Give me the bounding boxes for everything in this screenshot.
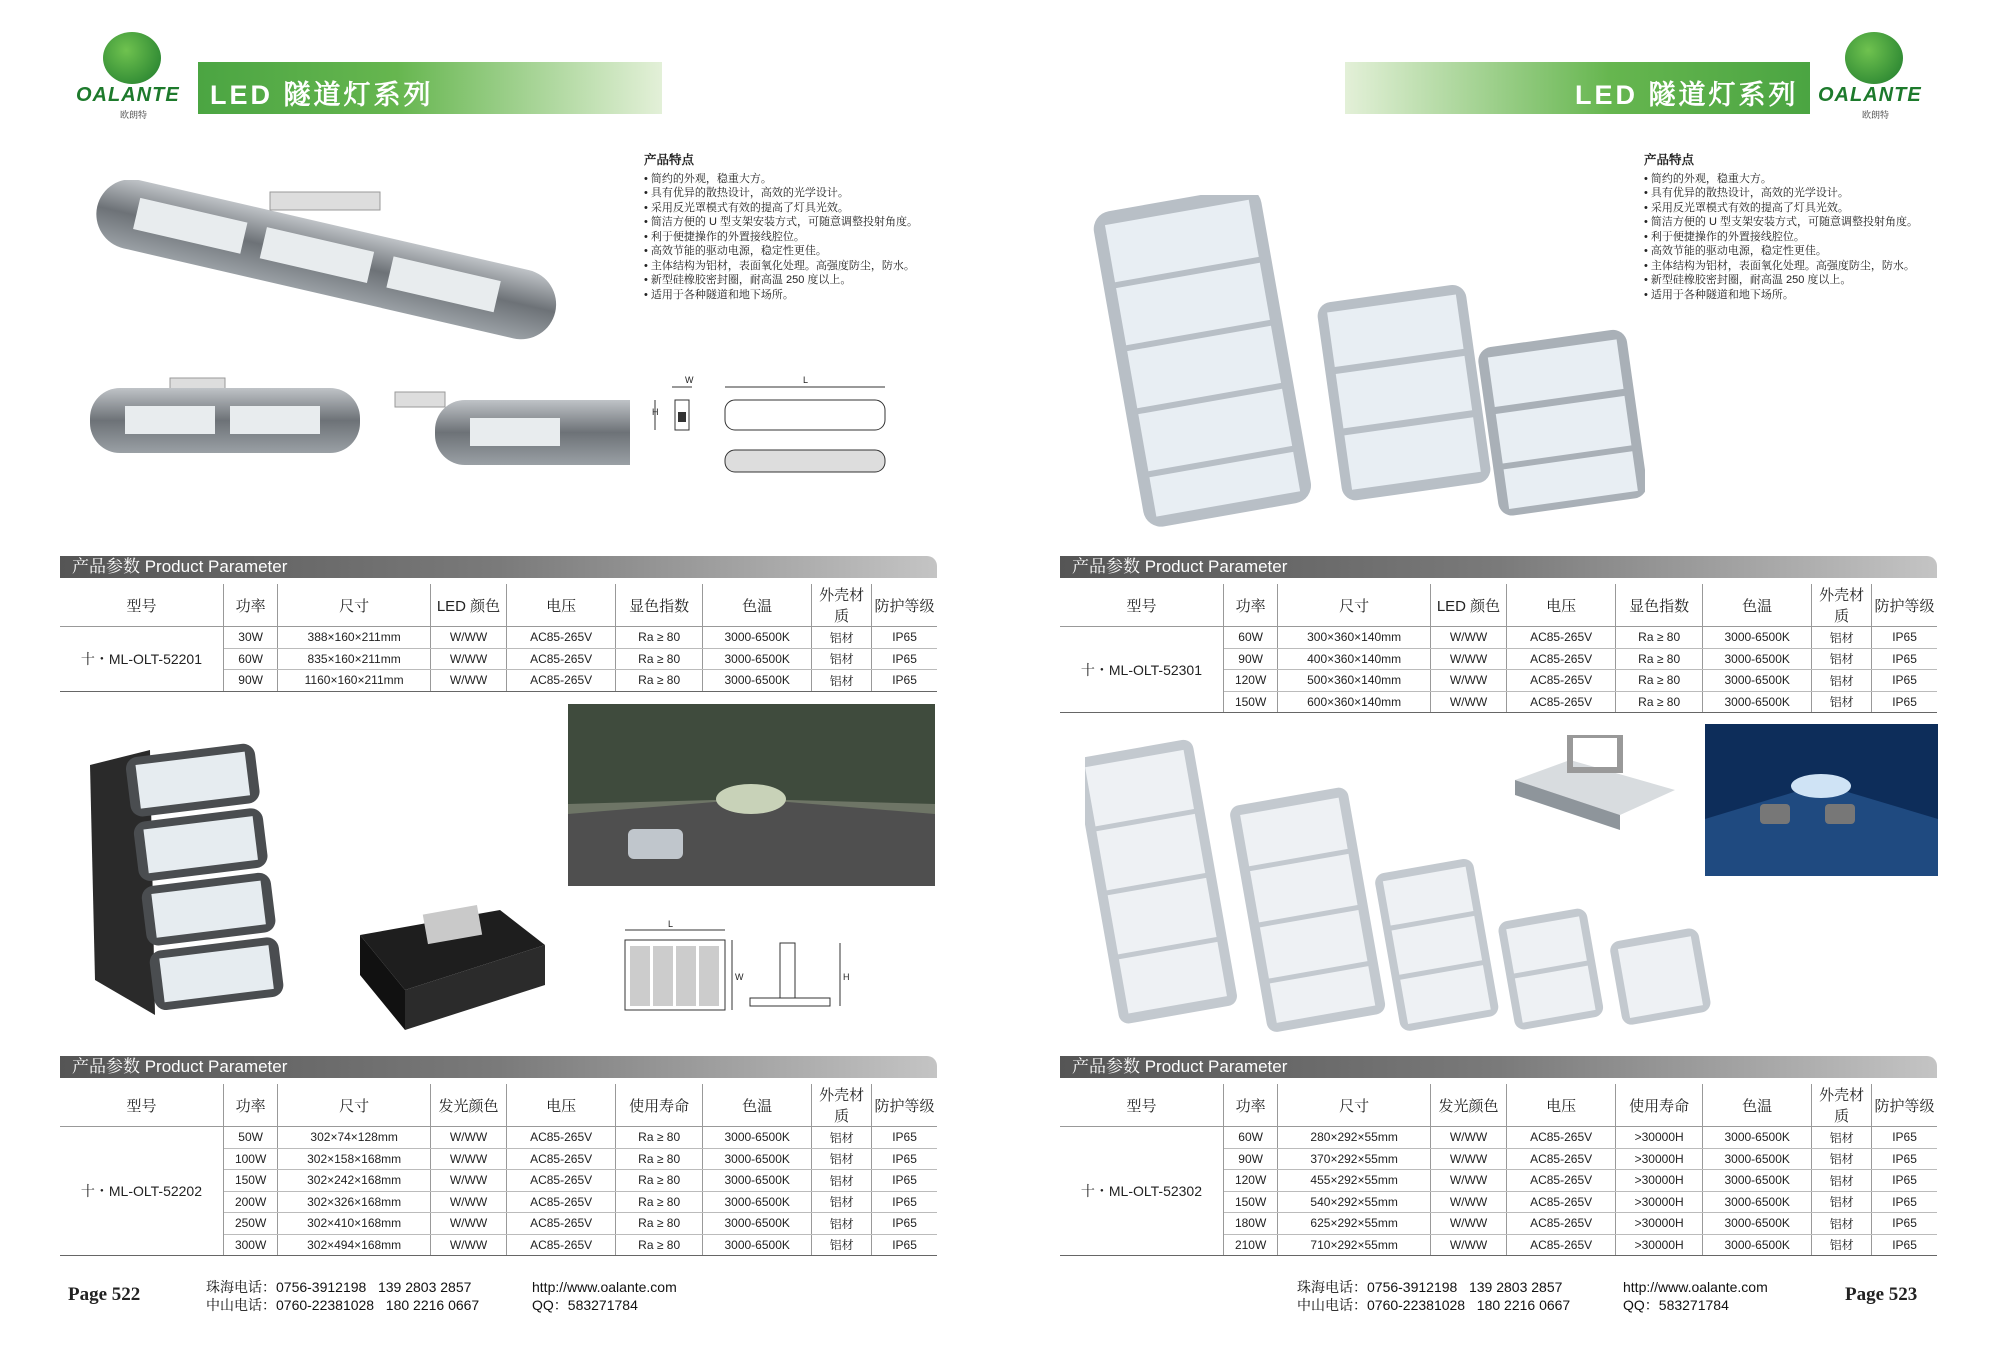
table-header: 功率 <box>223 584 277 627</box>
dim-l: L <box>803 375 809 385</box>
zs-phone: 0760-22381028 <box>1367 1297 1466 1313</box>
feature-item: • 高效节能的驱动电源，稳定性更佳。 <box>1644 244 1918 259</box>
table-cell: 3000-6500K <box>703 1191 812 1213</box>
table-header: 功率 <box>223 1084 277 1127</box>
page-title: LED 隧道灯系列 <box>210 80 434 110</box>
table-cell: 180W <box>1223 1213 1277 1235</box>
table-cell: Ra ≥ 80 <box>616 1170 703 1192</box>
brand-logo <box>68 32 198 122</box>
table-header: 外壳材质 <box>1812 1084 1872 1127</box>
tunnel-light-photo-right <box>1085 195 1645 530</box>
table-cell: 铝材 <box>812 670 872 692</box>
zh-mobile: 139 2803 2857 <box>1468 1279 1563 1295</box>
qq-number: QQ：583271784 <box>1623 1297 1729 1313</box>
table-cell: 3000-6500K <box>703 1127 812 1149</box>
table-cell: 300×360×140mm <box>1278 627 1431 649</box>
table-header: 尺寸 <box>1278 584 1431 627</box>
table-cell: W/WW <box>1430 1127 1506 1149</box>
brand-logo-right <box>1810 32 1940 122</box>
table-cell: 540×292×55mm <box>1278 1191 1431 1213</box>
table-cell: AC85-265V <box>1507 691 1616 713</box>
spec-table-52202 <box>60 1084 937 1256</box>
table-cell: AC85-265V <box>507 1191 616 1213</box>
table-header: LED 颜色 <box>430 584 506 627</box>
table-cell: >30000H <box>1616 1234 1703 1256</box>
table-cell: IP65 <box>1872 691 1937 713</box>
table-cell: AC85-265V <box>1507 1213 1616 1235</box>
table-row <box>60 1127 937 1149</box>
table-cell: IP65 <box>1872 648 1937 670</box>
table-row <box>60 627 937 649</box>
logo-brand-cn: 欧朗特 <box>1862 110 1890 120</box>
table-cell: 3000-6500K <box>1703 1191 1812 1213</box>
table-cell: 铝材 <box>1812 1234 1872 1256</box>
table-cell: AC85-265V <box>507 648 616 670</box>
table-cell: 铝材 <box>1812 670 1872 692</box>
table-cell: W/WW <box>430 1170 506 1192</box>
table-cell: 铝材 <box>1812 627 1872 649</box>
table-cell: IP65 <box>872 1148 937 1170</box>
table-cell: IP65 <box>872 670 937 692</box>
table-cell: AC85-265V <box>1507 670 1616 692</box>
table-header: 功率 <box>1223 584 1277 627</box>
table-cell: W/WW <box>430 1148 506 1170</box>
table-cell: AC85-265V <box>1507 1127 1616 1149</box>
model-cell: 十・ML-OLT-52302 <box>1060 1127 1223 1256</box>
table-cell: 铝材 <box>812 1191 872 1213</box>
dim-w-2: W <box>735 972 744 982</box>
features-block <box>644 153 918 302</box>
table-cell: IP65 <box>1872 1213 1937 1235</box>
feature-item: • 具有优异的散热设计，高效的光学设计。 <box>1644 186 1918 201</box>
table-cell: Ra ≥ 80 <box>616 1148 703 1170</box>
zh-phone: 0756-3912198 <box>1367 1279 1458 1295</box>
table-header: 尺寸 <box>278 584 431 627</box>
table-cell: AC85-265V <box>507 670 616 692</box>
spec-table-52302 <box>1060 1084 1937 1256</box>
table-cell: 铝材 <box>812 627 872 649</box>
table-cell: 302×158×168mm <box>278 1148 431 1170</box>
table-cell: 3000-6500K <box>703 648 812 670</box>
table-cell: 302×410×168mm <box>278 1213 431 1235</box>
table-cell: 30W <box>223 627 277 649</box>
table-cell: 铝材 <box>1812 1213 1872 1235</box>
table-cell: 60W <box>223 648 277 670</box>
table-cell: 铝材 <box>1812 648 1872 670</box>
zs-mobile: 180 2216 0667 <box>385 1297 480 1313</box>
spec-table-52301 <box>1060 584 1937 713</box>
table-header: 发光颜色 <box>1430 1084 1506 1127</box>
table-header: 外壳材质 <box>812 1084 872 1127</box>
feature-item: • 适用于各种隧道和地下场所。 <box>1644 288 1918 303</box>
table-cell: 铝材 <box>1812 691 1872 713</box>
flood-light-photo <box>80 730 310 1020</box>
table-header: LED 颜色 <box>1430 584 1506 627</box>
table-header: 色温 <box>1703 584 1812 627</box>
table-cell: AC85-265V <box>1507 1191 1616 1213</box>
table-header: 防护等级 <box>1872 584 1937 627</box>
table-header: 使用寿命 <box>1616 1084 1703 1127</box>
table-cell: IP65 <box>1872 1127 1937 1149</box>
model-cell: 十・ML-OLT-52202 <box>60 1127 223 1256</box>
dim-h-2: H <box>843 972 850 982</box>
table-cell: 210W <box>1223 1234 1277 1256</box>
table-header: 型号 <box>60 584 223 627</box>
zh-label: 珠海电话： <box>206 1279 276 1295</box>
table-cell: W/WW <box>1430 1234 1506 1256</box>
table-cell: Ra ≥ 80 <box>616 1127 703 1149</box>
feature-item: • 采用反光罩模式有效的提高了灯具光效。 <box>1644 201 1918 216</box>
features-block-right <box>1644 153 1918 302</box>
logo-brand: OALANTE <box>1818 84 1922 106</box>
table-header: 电压 <box>1507 1084 1616 1127</box>
table-header: 发光颜色 <box>430 1084 506 1127</box>
table-header: 外壳材质 <box>1812 584 1872 627</box>
feature-item: • 高效节能的驱动电源，稳定性更佳。 <box>644 244 918 259</box>
table-header: 型号 <box>1060 1084 1223 1127</box>
table-cell: IP65 <box>1872 1234 1937 1256</box>
zh-label: 珠海电话： <box>1297 1279 1367 1295</box>
table-header: 型号 <box>60 1084 223 1127</box>
table-header: 色温 <box>703 584 812 627</box>
table-cell: AC85-265V <box>1507 648 1616 670</box>
table-cell: AC85-265V <box>507 627 616 649</box>
table-cell: 250W <box>223 1213 277 1235</box>
table-cell: IP65 <box>872 648 937 670</box>
page-title-right: LED 隧道灯系列 <box>1575 80 1799 110</box>
table-cell: 710×292×55mm <box>1278 1234 1431 1256</box>
table-cell: AC85-265V <box>1507 1234 1616 1256</box>
param-title: 产品参数 Product Parameter <box>60 556 937 578</box>
table-cell: 3000-6500K <box>703 670 812 692</box>
page-number-left: Page 522 <box>68 1284 141 1305</box>
table-cell: 铝材 <box>812 1148 872 1170</box>
model-cell: 十・ML-OLT-52301 <box>1060 627 1223 713</box>
zs-label: 中山电话： <box>1297 1297 1367 1313</box>
table-cell: 60W <box>1223 627 1277 649</box>
table-cell: IP65 <box>1872 1170 1937 1192</box>
table-cell: IP65 <box>872 1170 937 1192</box>
logo-circle-icon <box>103 32 161 84</box>
table-cell: 302×242×168mm <box>278 1170 431 1192</box>
table-header: 电压 <box>1507 584 1616 627</box>
table-cell: Ra ≥ 80 <box>616 1213 703 1235</box>
table-header: 显色指数 <box>1616 584 1703 627</box>
table-cell: W/WW <box>1430 1148 1506 1170</box>
table-cell: AC85-265V <box>507 1127 616 1149</box>
table-cell: 60W <box>1223 1127 1277 1149</box>
table-row <box>1060 627 1937 649</box>
website-link[interactable]: http://www.oalante.com <box>1623 1279 1768 1295</box>
feature-item: • 简洁方便的 U 型支架安装方式，可随意调整投射角度。 <box>1644 215 1918 230</box>
table-cell: 600×360×140mm <box>1278 691 1431 713</box>
table-cell: IP65 <box>872 1191 937 1213</box>
table-cell: W/WW <box>1430 1170 1506 1192</box>
table-cell: 302×74×128mm <box>278 1127 431 1149</box>
table-cell: IP65 <box>872 1127 937 1149</box>
table-cell: W/WW <box>1430 1191 1506 1213</box>
table-cell: 90W <box>1223 648 1277 670</box>
table-cell: W/WW <box>1430 670 1506 692</box>
footer-web-right <box>1623 1278 1768 1314</box>
model-cell: 十・ML-OLT-52201 <box>60 627 223 692</box>
flood-light-side-photo <box>1510 735 1680 830</box>
table-cell: Ra ≥ 80 <box>616 670 703 692</box>
table-cell: 铝材 <box>1812 1191 1872 1213</box>
param-title-2: 产品参数 Product Parameter <box>60 1056 937 1078</box>
feature-item: • 采用反光罩模式有效的提高了灯具光效。 <box>644 201 918 216</box>
table-cell: 3000-6500K <box>703 627 812 649</box>
table-cell: 1160×160×211mm <box>278 670 431 692</box>
feature-item: • 适用于各种隧道和地下场所。 <box>644 288 918 303</box>
table-cell: 3000-6500K <box>1703 1170 1812 1192</box>
logo-brand-cn: 欧朗特 <box>120 110 148 120</box>
table-cell: 3000-6500K <box>703 1234 812 1256</box>
table-cell: IP65 <box>1872 627 1937 649</box>
table-cell: Ra ≥ 80 <box>1616 670 1703 692</box>
right-page <box>1000 0 2000 1357</box>
table-cell: AC85-265V <box>1507 627 1616 649</box>
table-cell: 302×494×168mm <box>278 1234 431 1256</box>
table-cell: 铝材 <box>812 1213 872 1235</box>
table-cell: 835×160×211mm <box>278 648 431 670</box>
footer-contacts-right <box>1297 1278 1570 1314</box>
table-cell: W/WW <box>1430 691 1506 713</box>
qq-number: QQ：583271784 <box>532 1297 638 1313</box>
table-cell: IP65 <box>1872 1148 1937 1170</box>
feature-item: • 利于便捷操作的外置接线腔位。 <box>1644 230 1918 245</box>
page-number-right: Page 523 <box>1845 1284 1918 1305</box>
table-header: 功率 <box>1223 1084 1277 1127</box>
table-cell: 3000-6500K <box>703 1148 812 1170</box>
logo-brand: OALANTE <box>76 84 180 106</box>
footer-web <box>532 1278 677 1314</box>
table-cell: 150W <box>223 1170 277 1192</box>
features-title: 产品特点 <box>1644 153 1695 167</box>
table-cell: AC85-265V <box>507 1213 616 1235</box>
tunnel-light-photo <box>85 180 630 500</box>
table-cell: Ra ≥ 80 <box>1616 648 1703 670</box>
table-cell: 150W <box>1223 691 1277 713</box>
table-header: 显色指数 <box>616 584 703 627</box>
dim-w: W <box>685 375 694 385</box>
table-cell: 3000-6500K <box>1703 1127 1812 1149</box>
zs-phone: 0760-22381028 <box>276 1297 375 1313</box>
table-cell: 3000-6500K <box>1703 1148 1812 1170</box>
table-cell: >30000H <box>1616 1148 1703 1170</box>
table-cell: 铝材 <box>812 1127 872 1149</box>
table-cell: 100W <box>223 1148 277 1170</box>
feature-item: • 具有优异的散热设计，高效的光学设计。 <box>644 186 918 201</box>
footer-contacts <box>206 1278 479 1314</box>
table-cell: >30000H <box>1616 1127 1703 1149</box>
table-cell: 280×292×55mm <box>1278 1127 1431 1149</box>
table-cell: 388×160×211mm <box>278 627 431 649</box>
logo-circle-icon <box>1845 32 1903 84</box>
table-cell: Ra ≥ 80 <box>616 1191 703 1213</box>
dim-l-2: L <box>668 919 674 929</box>
table-cell: 3000-6500K <box>1703 691 1812 713</box>
table-cell: 铝材 <box>1812 1148 1872 1170</box>
param-title-right-2: 产品参数 Product Parameter <box>1060 1056 1937 1078</box>
table-cell: 500×360×140mm <box>1278 670 1431 692</box>
table-cell: W/WW <box>430 1127 506 1149</box>
table-cell: 90W <box>223 670 277 692</box>
table-cell: 400×360×140mm <box>1278 648 1431 670</box>
table-cell: AC85-265V <box>507 1234 616 1256</box>
table-cell: 铝材 <box>812 1234 872 1256</box>
table-cell: >30000H <box>1616 1170 1703 1192</box>
table-cell: W/WW <box>430 670 506 692</box>
table-cell: 3000-6500K <box>1703 670 1812 692</box>
feature-item: • 主体结构为铝材，表面氧化处理。高强度防尘，防水。 <box>1644 259 1918 274</box>
table-header: 外壳材质 <box>812 584 872 627</box>
feature-item: • 利于便捷操作的外置接线腔位。 <box>644 230 918 245</box>
table-header: 防护等级 <box>872 584 937 627</box>
tunnel-photo-right <box>1705 724 1938 876</box>
table-cell: W/WW <box>1430 627 1506 649</box>
table-cell: IP65 <box>1872 670 1937 692</box>
feature-item: • 新型硅橡胶密封圈，耐高温 250 度以上。 <box>644 273 918 288</box>
table-cell: Ra ≥ 80 <box>1616 691 1703 713</box>
table-cell: W/WW <box>430 1191 506 1213</box>
table-cell: IP65 <box>872 1213 937 1235</box>
table-cell: 302×326×168mm <box>278 1191 431 1213</box>
table-cell: 200W <box>223 1191 277 1213</box>
table-cell: Ra ≥ 80 <box>616 648 703 670</box>
zh-mobile: 139 2803 2857 <box>377 1279 472 1295</box>
table-cell: 3000-6500K <box>703 1213 812 1235</box>
table-header: 色温 <box>1703 1084 1812 1127</box>
table-cell: 455×292×55mm <box>1278 1170 1431 1192</box>
feature-item: • 主体结构为铝材，表面氧化处理。高强度防尘，防水。 <box>644 259 918 274</box>
table-header: 防护等级 <box>1872 1084 1937 1127</box>
table-cell: 3000-6500K <box>1703 648 1812 670</box>
table-header: 色温 <box>703 1084 812 1127</box>
table-cell: 300W <box>223 1234 277 1256</box>
table-cell: W/WW <box>1430 1213 1506 1235</box>
table-cell: 150W <box>1223 1191 1277 1213</box>
table-row <box>1060 1127 1937 1149</box>
table-cell: 3000-6500K <box>703 1170 812 1192</box>
table-cell: AC85-265V <box>507 1170 616 1192</box>
feature-item: • 简约的外观，稳重大方。 <box>1644 172 1918 187</box>
table-cell: IP65 <box>872 627 937 649</box>
table-cell: Ra ≥ 80 <box>616 1234 703 1256</box>
table-header: 尺寸 <box>1278 1084 1431 1127</box>
dimension-drawing-2 <box>620 918 870 1018</box>
table-cell: W/WW <box>430 627 506 649</box>
table-cell: 370×292×55mm <box>1278 1148 1431 1170</box>
dim-h: H <box>652 407 659 417</box>
table-cell: W/WW <box>430 648 506 670</box>
table-cell: W/WW <box>430 1213 506 1235</box>
table-cell: W/WW <box>430 1234 506 1256</box>
table-cell: AC85-265V <box>507 1148 616 1170</box>
table-cell: 3000-6500K <box>1703 1213 1812 1235</box>
spec-table-52201 <box>60 584 937 692</box>
table-cell: AC85-265V <box>1507 1170 1616 1192</box>
table-cell: 3000-6500K <box>1703 1234 1812 1256</box>
table-cell: AC85-265V <box>1507 1148 1616 1170</box>
features-title: 产品特点 <box>644 153 695 167</box>
table-header: 防护等级 <box>872 1084 937 1127</box>
table-cell: 625×292×55mm <box>1278 1213 1431 1235</box>
table-cell: >30000H <box>1616 1213 1703 1235</box>
table-cell: 铝材 <box>1812 1127 1872 1149</box>
table-cell: 3000-6500K <box>1703 627 1812 649</box>
table-cell: 120W <box>1223 1170 1277 1192</box>
feature-item: • 简约的外观，稳重大方。 <box>644 172 918 187</box>
table-cell: 铝材 <box>812 648 872 670</box>
table-cell: 90W <box>1223 1148 1277 1170</box>
dimension-drawing <box>650 372 900 482</box>
feature-item: • 新型硅橡胶密封圈，耐高温 250 度以上。 <box>1644 273 1918 288</box>
table-cell: Ra ≥ 80 <box>1616 627 1703 649</box>
table-header: 尺寸 <box>278 1084 431 1127</box>
table-cell: Ra ≥ 80 <box>616 627 703 649</box>
table-header: 使用寿命 <box>616 1084 703 1127</box>
tunnel-photo <box>568 704 935 886</box>
table-cell: IP65 <box>1872 1191 1937 1213</box>
zs-mobile: 180 2216 0667 <box>1476 1297 1571 1313</box>
zs-label: 中山电话： <box>206 1297 276 1313</box>
table-cell: >30000H <box>1616 1191 1703 1213</box>
table-cell: 铝材 <box>1812 1170 1872 1192</box>
table-cell: 50W <box>223 1127 277 1149</box>
table-cell: W/WW <box>1430 648 1506 670</box>
param-title-right: 产品参数 Product Parameter <box>1060 556 1937 578</box>
table-cell: IP65 <box>872 1234 937 1256</box>
table-header: 电压 <box>507 584 616 627</box>
table-header: 电压 <box>507 1084 616 1127</box>
zh-phone: 0756-3912198 <box>276 1279 367 1295</box>
feature-item: • 简洁方便的 U 型支架安装方式，可随意调整投射角度。 <box>644 215 918 230</box>
table-cell: 120W <box>1223 670 1277 692</box>
table-header: 型号 <box>1060 584 1223 627</box>
table-cell: 铝材 <box>812 1170 872 1192</box>
flood-light-back-photo <box>355 890 550 1030</box>
website-link[interactable]: http://www.oalante.com <box>532 1279 677 1295</box>
